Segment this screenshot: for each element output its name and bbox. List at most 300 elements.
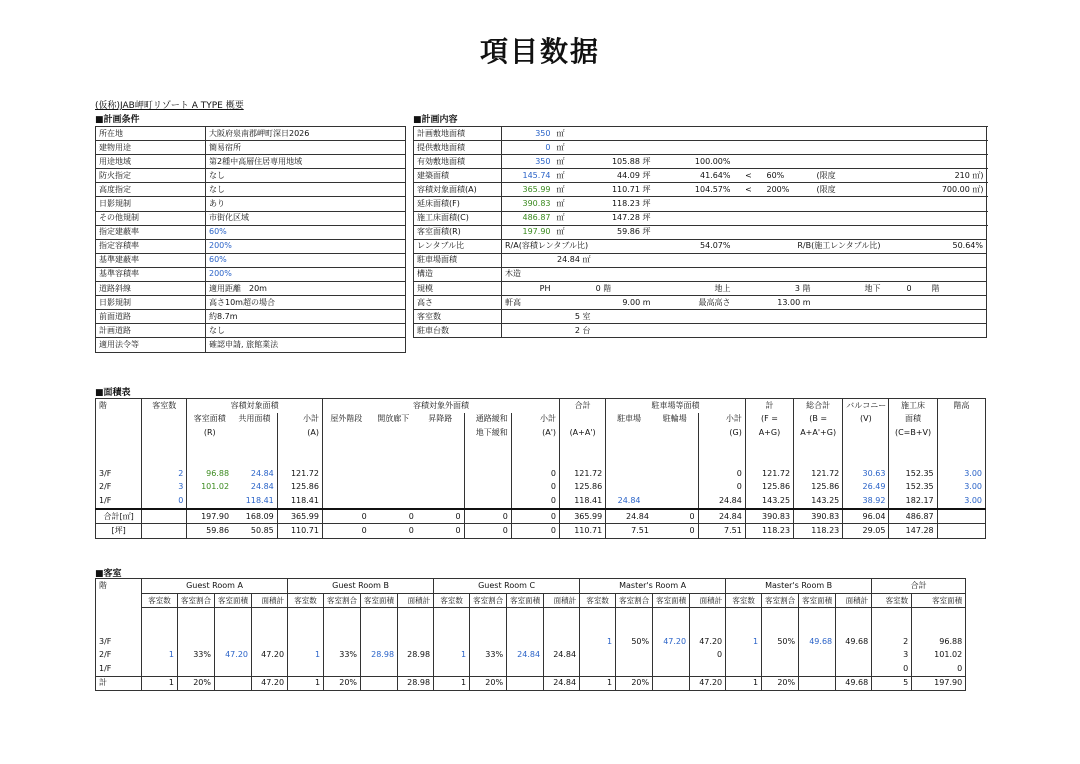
room-cell: 47.20 — [653, 635, 690, 649]
area-cell: 118.41 — [245, 495, 274, 505]
blank-cell — [322, 440, 369, 454]
room-subheader-cell: 客室面積 — [215, 593, 252, 608]
blank-cell — [889, 453, 937, 467]
condition-label: 基準容積率 — [96, 267, 206, 281]
contents-value: ㎡ — [554, 141, 594, 155]
area-cell — [417, 481, 464, 495]
area-total-cell — [937, 509, 985, 524]
area-total-cell — [937, 524, 985, 539]
condition-value: 大阪府泉南郡岬町深日2026 — [206, 127, 406, 141]
room-cell: 1 — [726, 635, 762, 649]
blank-cell — [937, 453, 985, 467]
contents-value: 60% — [764, 169, 814, 183]
contents-value — [814, 225, 884, 239]
room-cell — [653, 649, 690, 663]
area-header-cell: 計 — [745, 399, 793, 413]
condition-value: 200% — [206, 239, 406, 253]
blank-cell — [370, 440, 417, 454]
contents-value — [764, 155, 814, 169]
room-cell: 1 — [434, 649, 470, 663]
room-cell — [324, 635, 361, 649]
room-spacer-row — [96, 622, 966, 636]
area-cell: 118.41 — [560, 494, 606, 509]
room-count-row — [414, 310, 987, 324]
area-cell: 30.63 — [843, 467, 889, 481]
room-row — [96, 635, 966, 649]
contents-value: 200% — [764, 183, 814, 197]
contents-label: 容積対象面積(A) — [414, 183, 502, 197]
page-title: 項目数据 — [479, 35, 600, 68]
contents-value — [764, 225, 814, 239]
room-cell: 96.88 — [912, 635, 966, 649]
room-cell: 2 — [872, 635, 912, 649]
contents-value: (限度 — [814, 183, 884, 197]
room-subheader-cell: 面積計 — [690, 593, 726, 608]
area-header-cell: A+A'+G) — [794, 426, 843, 440]
area-header-cell: 小計 — [698, 413, 745, 427]
room-cell — [434, 662, 470, 676]
room-group-header: Guest Room A — [142, 579, 288, 594]
room-total-cell: 24.84 — [544, 676, 580, 691]
blank-cell — [232, 440, 277, 454]
condition-row — [96, 197, 406, 211]
area-total-cell: 7.51 — [698, 524, 745, 539]
contents-value: 390.83 — [502, 197, 554, 211]
blank-cell — [726, 622, 762, 636]
contents-value: 110.71 坪 — [594, 183, 654, 197]
room-cell: 24.84 — [507, 649, 544, 663]
contents-value: ㎡ — [554, 183, 594, 197]
room-cell — [726, 662, 762, 676]
area-header-cell: (R) — [187, 426, 232, 440]
contents-value: 350 — [502, 155, 554, 169]
blank-cell — [843, 440, 889, 454]
room-subheader-cell: 客室面積 — [799, 593, 836, 608]
contents-row — [414, 169, 987, 183]
room-subheader-cell: 面積計 — [252, 593, 288, 608]
contents-value: 0 — [502, 141, 554, 155]
blank-cell — [653, 608, 690, 622]
area-total-cell: 365.99 — [277, 509, 322, 524]
contents-row — [414, 127, 987, 141]
rental-b-label: R/B(施工レンタブル比) — [734, 239, 884, 253]
room-total-cell: 1 — [434, 676, 470, 691]
contents-value: 197.90 — [502, 225, 554, 239]
area-header-cell: 小計 — [277, 413, 322, 427]
condition-row — [96, 310, 406, 324]
room-cell — [507, 635, 544, 649]
contents-value — [884, 225, 987, 239]
room-subheader-cell: 客室数 — [726, 593, 762, 608]
blank-cell — [187, 440, 232, 454]
condition-label: その他規制 — [96, 211, 206, 225]
area-header-cell: 屋外階段 — [330, 414, 363, 424]
condition-value: 60% — [206, 253, 406, 267]
blank-cell — [799, 608, 836, 622]
contents-value: ㎡ — [554, 155, 594, 169]
area-header-cell: (A) — [277, 426, 322, 440]
blank-cell — [464, 440, 511, 454]
plan-contents-heading: ■計画内容 — [413, 115, 458, 125]
area-cell: 24.84 — [250, 468, 274, 478]
room-cell: 33% — [470, 649, 507, 663]
eaves-value: 9.00 m — [554, 296, 654, 310]
area-total-cell: 0 — [370, 509, 417, 524]
condition-value: 第2種中高層住居専用地域 — [206, 155, 406, 169]
room-cell — [836, 662, 872, 676]
room-total-cell — [507, 676, 544, 691]
contents-value — [814, 197, 884, 211]
room-total-cell: 47.20 — [690, 676, 726, 691]
area-total-cell — [142, 509, 187, 524]
area-row — [96, 494, 986, 509]
area-cell — [417, 467, 464, 481]
area-total-cell: 合計[㎡] — [96, 509, 142, 524]
room-total-cell — [361, 676, 398, 691]
condition-label: 建物用途 — [96, 141, 206, 155]
scale-below-number: 0 — [906, 283, 912, 293]
room-cell — [580, 662, 616, 676]
area-cell: 24.84 — [617, 495, 641, 505]
area-header-cell: バルコニー — [843, 399, 889, 413]
area-cell — [370, 467, 417, 481]
area-total-cell: 7.51 — [606, 524, 652, 539]
blank-cell — [690, 608, 726, 622]
area-cell: 38.92 — [843, 494, 889, 509]
contents-label: 客室面積(R) — [414, 225, 502, 239]
room-cell — [178, 662, 215, 676]
area-header-cell: 共用面積 — [238, 414, 271, 424]
room-cell — [653, 662, 690, 676]
contents-value: (限度 — [814, 169, 884, 183]
area-cell: 96.88 — [187, 467, 232, 481]
room-cell — [252, 662, 288, 676]
contents-value — [884, 141, 987, 155]
blank-cell — [912, 622, 966, 636]
contents-label: 有効敷地面積 — [414, 155, 502, 169]
room-count-value: 5 室 — [502, 310, 594, 324]
contents-value — [734, 155, 764, 169]
blank-cell — [511, 453, 559, 467]
area-cell: 143.25 — [745, 494, 793, 509]
row-label: 規模 — [414, 282, 502, 296]
area-cell: 0 — [511, 494, 559, 509]
scale-below-unit: 階 — [931, 283, 940, 293]
contents-row — [414, 155, 987, 169]
contents-value — [734, 225, 764, 239]
contents-value — [734, 127, 764, 141]
area-header-cell: 駐車場 — [617, 414, 642, 424]
area-cell: 24.84 — [250, 482, 274, 492]
condition-row — [96, 324, 406, 338]
area-total-cell: 0 — [464, 524, 511, 539]
area-total-cell: [坪] — [96, 524, 142, 539]
rental-a-value: 54.07% — [654, 239, 734, 253]
condition-label: 日影規制 — [96, 197, 206, 211]
area-cell: 2/F — [96, 481, 142, 495]
area-total-cell — [142, 524, 187, 539]
area-header-cell: 昇降路 — [428, 414, 453, 424]
area-total-cell: 390.83 — [794, 509, 843, 524]
structure-row — [414, 267, 987, 281]
area-cell — [464, 467, 511, 481]
room-cell: 49.68 — [799, 635, 836, 649]
room-total-cell: 197.90 — [912, 676, 966, 691]
area-header-cell: 施工床 — [889, 399, 937, 413]
contents-label: 延床面積(F) — [414, 197, 502, 211]
room-total-cell: 5 — [872, 676, 912, 691]
blank-cell — [470, 608, 507, 622]
area-header-row — [96, 399, 986, 413]
room-subheader-cell: 面積計 — [398, 593, 434, 608]
room-cell — [398, 635, 434, 649]
contents-value: ㎡ — [554, 197, 594, 211]
room-subheader-cell: 面積計 — [836, 593, 872, 608]
contents-value — [814, 141, 884, 155]
contents-row — [414, 225, 987, 239]
blank-cell — [142, 608, 178, 622]
room-cell: 28.98 — [361, 649, 398, 663]
area-cell: 125.86 — [560, 481, 606, 495]
blank-cell — [96, 453, 142, 467]
area-cell: 101.02 — [187, 481, 232, 495]
contents-value — [764, 211, 814, 225]
room-total-cell: 1 — [288, 676, 324, 691]
room-subheader-cell: 客室割合 — [178, 593, 215, 608]
contents-value: 104.57% — [654, 183, 734, 197]
blank-cell — [361, 622, 398, 636]
condition-row — [96, 183, 406, 197]
room-total-cell: 20% — [324, 676, 361, 691]
room-cell: 50% — [616, 635, 653, 649]
contents-value — [734, 141, 764, 155]
room-row — [96, 649, 966, 663]
area-header-row — [96, 426, 986, 440]
blank-cell — [322, 453, 369, 467]
area-total-cell: 0 — [370, 524, 417, 539]
blank-cell — [762, 608, 799, 622]
room-cell — [544, 635, 580, 649]
blank-cell — [96, 622, 142, 636]
row-label: 構造 — [414, 267, 502, 281]
room-subheader-cell: 客室数 — [288, 593, 324, 608]
room-cell — [215, 662, 252, 676]
area-total-cell: 96.04 — [843, 509, 889, 524]
blank-cell — [417, 453, 464, 467]
area-header-cell: 容積対象外面積 — [322, 399, 559, 413]
contents-value — [654, 225, 734, 239]
area-header-cell — [96, 413, 142, 427]
room-floor: 2/F — [96, 649, 142, 663]
condition-value: 60% — [206, 225, 406, 239]
area-cell: 125.86 — [745, 481, 793, 495]
room-subheader-cell: 客室数 — [434, 593, 470, 608]
blank-cell — [794, 440, 843, 454]
room-cell — [799, 662, 836, 676]
room-subheader-cell: 客室割合 — [470, 593, 507, 608]
blank-cell — [698, 440, 745, 454]
area-total-cell: 24.84 — [606, 509, 652, 524]
area-header-cell: 駐車場等面積 — [606, 399, 746, 413]
room-cell — [726, 649, 762, 663]
blank-cell — [252, 622, 288, 636]
room-cell: 0 — [912, 662, 966, 676]
contents-value: 350 — [502, 127, 554, 141]
blank-cell — [616, 622, 653, 636]
area-header-cell — [142, 426, 187, 440]
blank-cell — [652, 453, 698, 467]
condition-row — [96, 141, 406, 155]
blank-cell — [799, 622, 836, 636]
area-total-cell: 0 — [322, 524, 369, 539]
room-cell: 33% — [178, 649, 215, 663]
contents-value: 59.86 坪 — [594, 225, 654, 239]
blank-cell — [178, 622, 215, 636]
area-total-cell: 365.99 — [560, 509, 606, 524]
contents-value — [884, 197, 987, 211]
area-cell: 121.72 — [277, 467, 322, 481]
condition-value: 市街化区域 — [206, 211, 406, 225]
blank-cell — [96, 608, 142, 622]
contents-label: 建築面積 — [414, 169, 502, 183]
area-cell: 121.72 — [560, 467, 606, 481]
room-total-cell: 49.68 — [836, 676, 872, 691]
blank-cell — [398, 622, 434, 636]
blank-cell — [507, 622, 544, 636]
contents-label: 提供敷地面積 — [414, 141, 502, 155]
blank-cell — [843, 453, 889, 467]
area-total-cell: 29.05 — [843, 524, 889, 539]
room-total-cell: 20% — [616, 676, 653, 691]
row-label: レンタブル比 — [414, 239, 502, 253]
blank-cell — [745, 440, 793, 454]
room-cell — [470, 662, 507, 676]
contents-value — [734, 211, 764, 225]
condition-row — [96, 155, 406, 169]
max-height-label: 最高高さ — [654, 296, 734, 310]
room-cell: 47.20 — [215, 649, 252, 663]
room-header-row — [96, 579, 966, 594]
plan-conditions-heading: ■計画条件 — [95, 115, 140, 125]
room-cell — [398, 662, 434, 676]
area-cell: 182.17 — [889, 494, 937, 509]
area-header-cell — [606, 426, 652, 440]
area-total-row — [96, 524, 986, 539]
room-cell: 1 — [288, 649, 324, 663]
condition-row — [96, 267, 406, 281]
area-cell: 3 — [142, 481, 187, 495]
contents-value — [884, 127, 987, 141]
area-total-cell: 168.09 — [232, 509, 277, 524]
contents-value — [764, 127, 814, 141]
area-cell: 152.35 — [889, 467, 937, 481]
area-header-cell: 地下緩和 — [464, 426, 511, 440]
contents-value — [734, 197, 764, 211]
blank-cell — [417, 440, 464, 454]
condition-row — [96, 282, 406, 296]
room-total-cell — [653, 676, 690, 691]
blank-cell — [836, 622, 872, 636]
room-subheader-cell: 客室割合 — [616, 593, 653, 608]
blank-cell — [912, 608, 966, 622]
room-cell — [544, 662, 580, 676]
condition-value: 200% — [206, 267, 406, 281]
room-cell: 49.68 — [836, 635, 872, 649]
contents-label: 計画敷地面積 — [414, 127, 502, 141]
area-total-cell: 0 — [652, 509, 698, 524]
room-total-cell — [215, 676, 252, 691]
room-subheader-cell: 客室面積 — [507, 593, 544, 608]
room-total-cell: 1 — [142, 676, 178, 691]
area-cell: 0 — [698, 467, 745, 481]
blank-cell — [594, 253, 987, 267]
area-row — [96, 467, 986, 481]
area-header-cell: 客室面積 — [187, 413, 232, 427]
blank-cell — [690, 622, 726, 636]
room-table — [95, 578, 966, 691]
condition-label: 防火指定 — [96, 169, 206, 183]
scale-below-label: 地下 — [814, 282, 884, 296]
room-cell — [252, 635, 288, 649]
contents-value: 105.88 坪 — [594, 155, 654, 169]
area-cell — [652, 494, 698, 509]
area-header-cell — [652, 426, 698, 440]
area-cell: 3/F — [96, 467, 142, 481]
area-total-cell: 0 — [464, 509, 511, 524]
contents-value: 700.00 ㎡) — [884, 183, 987, 197]
room-floor: 3/F — [96, 635, 142, 649]
blank-cell — [560, 440, 606, 454]
area-total-cell: 147.28 — [889, 524, 937, 539]
condition-label: 所在地 — [96, 127, 206, 141]
area-header-cell — [96, 426, 142, 440]
blank-cell — [616, 608, 653, 622]
room-total-cell: 1 — [580, 676, 616, 691]
room-total-header: 合計 — [872, 579, 966, 594]
area-header-cell — [232, 426, 277, 440]
room-total-cell: 20% — [762, 676, 799, 691]
room-group-header: Master's Room B — [726, 579, 872, 594]
area-total-cell: 0 — [417, 509, 464, 524]
room-floor-header: 階 — [96, 579, 142, 594]
area-total-cell: 110.71 — [560, 524, 606, 539]
room-subheader-cell: 客室数 — [142, 593, 178, 608]
blank-cell — [215, 622, 252, 636]
room-cell — [142, 635, 178, 649]
contents-value — [654, 141, 734, 155]
condition-label: 前面道路 — [96, 310, 206, 324]
area-header-cell: (B = — [794, 413, 843, 427]
area-cell — [187, 494, 232, 509]
room-cell — [507, 662, 544, 676]
blank-cell — [814, 296, 987, 310]
blank-cell — [324, 622, 361, 636]
area-cell — [652, 481, 698, 495]
area-cell — [322, 467, 369, 481]
room-total-cell: 47.20 — [252, 676, 288, 691]
condition-label: 基準建蔽率 — [96, 253, 206, 267]
area-total-cell: 390.83 — [745, 509, 793, 524]
area-header-row — [96, 413, 986, 427]
contents-row — [414, 141, 987, 155]
blank-cell — [652, 440, 698, 454]
scale-below-value — [884, 282, 987, 296]
area-cell — [322, 481, 369, 495]
room-cell: 0 — [690, 649, 726, 663]
area-header-cell — [142, 413, 187, 427]
room-subheader-cell: 客室数 — [580, 593, 616, 608]
room-subheader-cell: 客室面積 — [653, 593, 690, 608]
